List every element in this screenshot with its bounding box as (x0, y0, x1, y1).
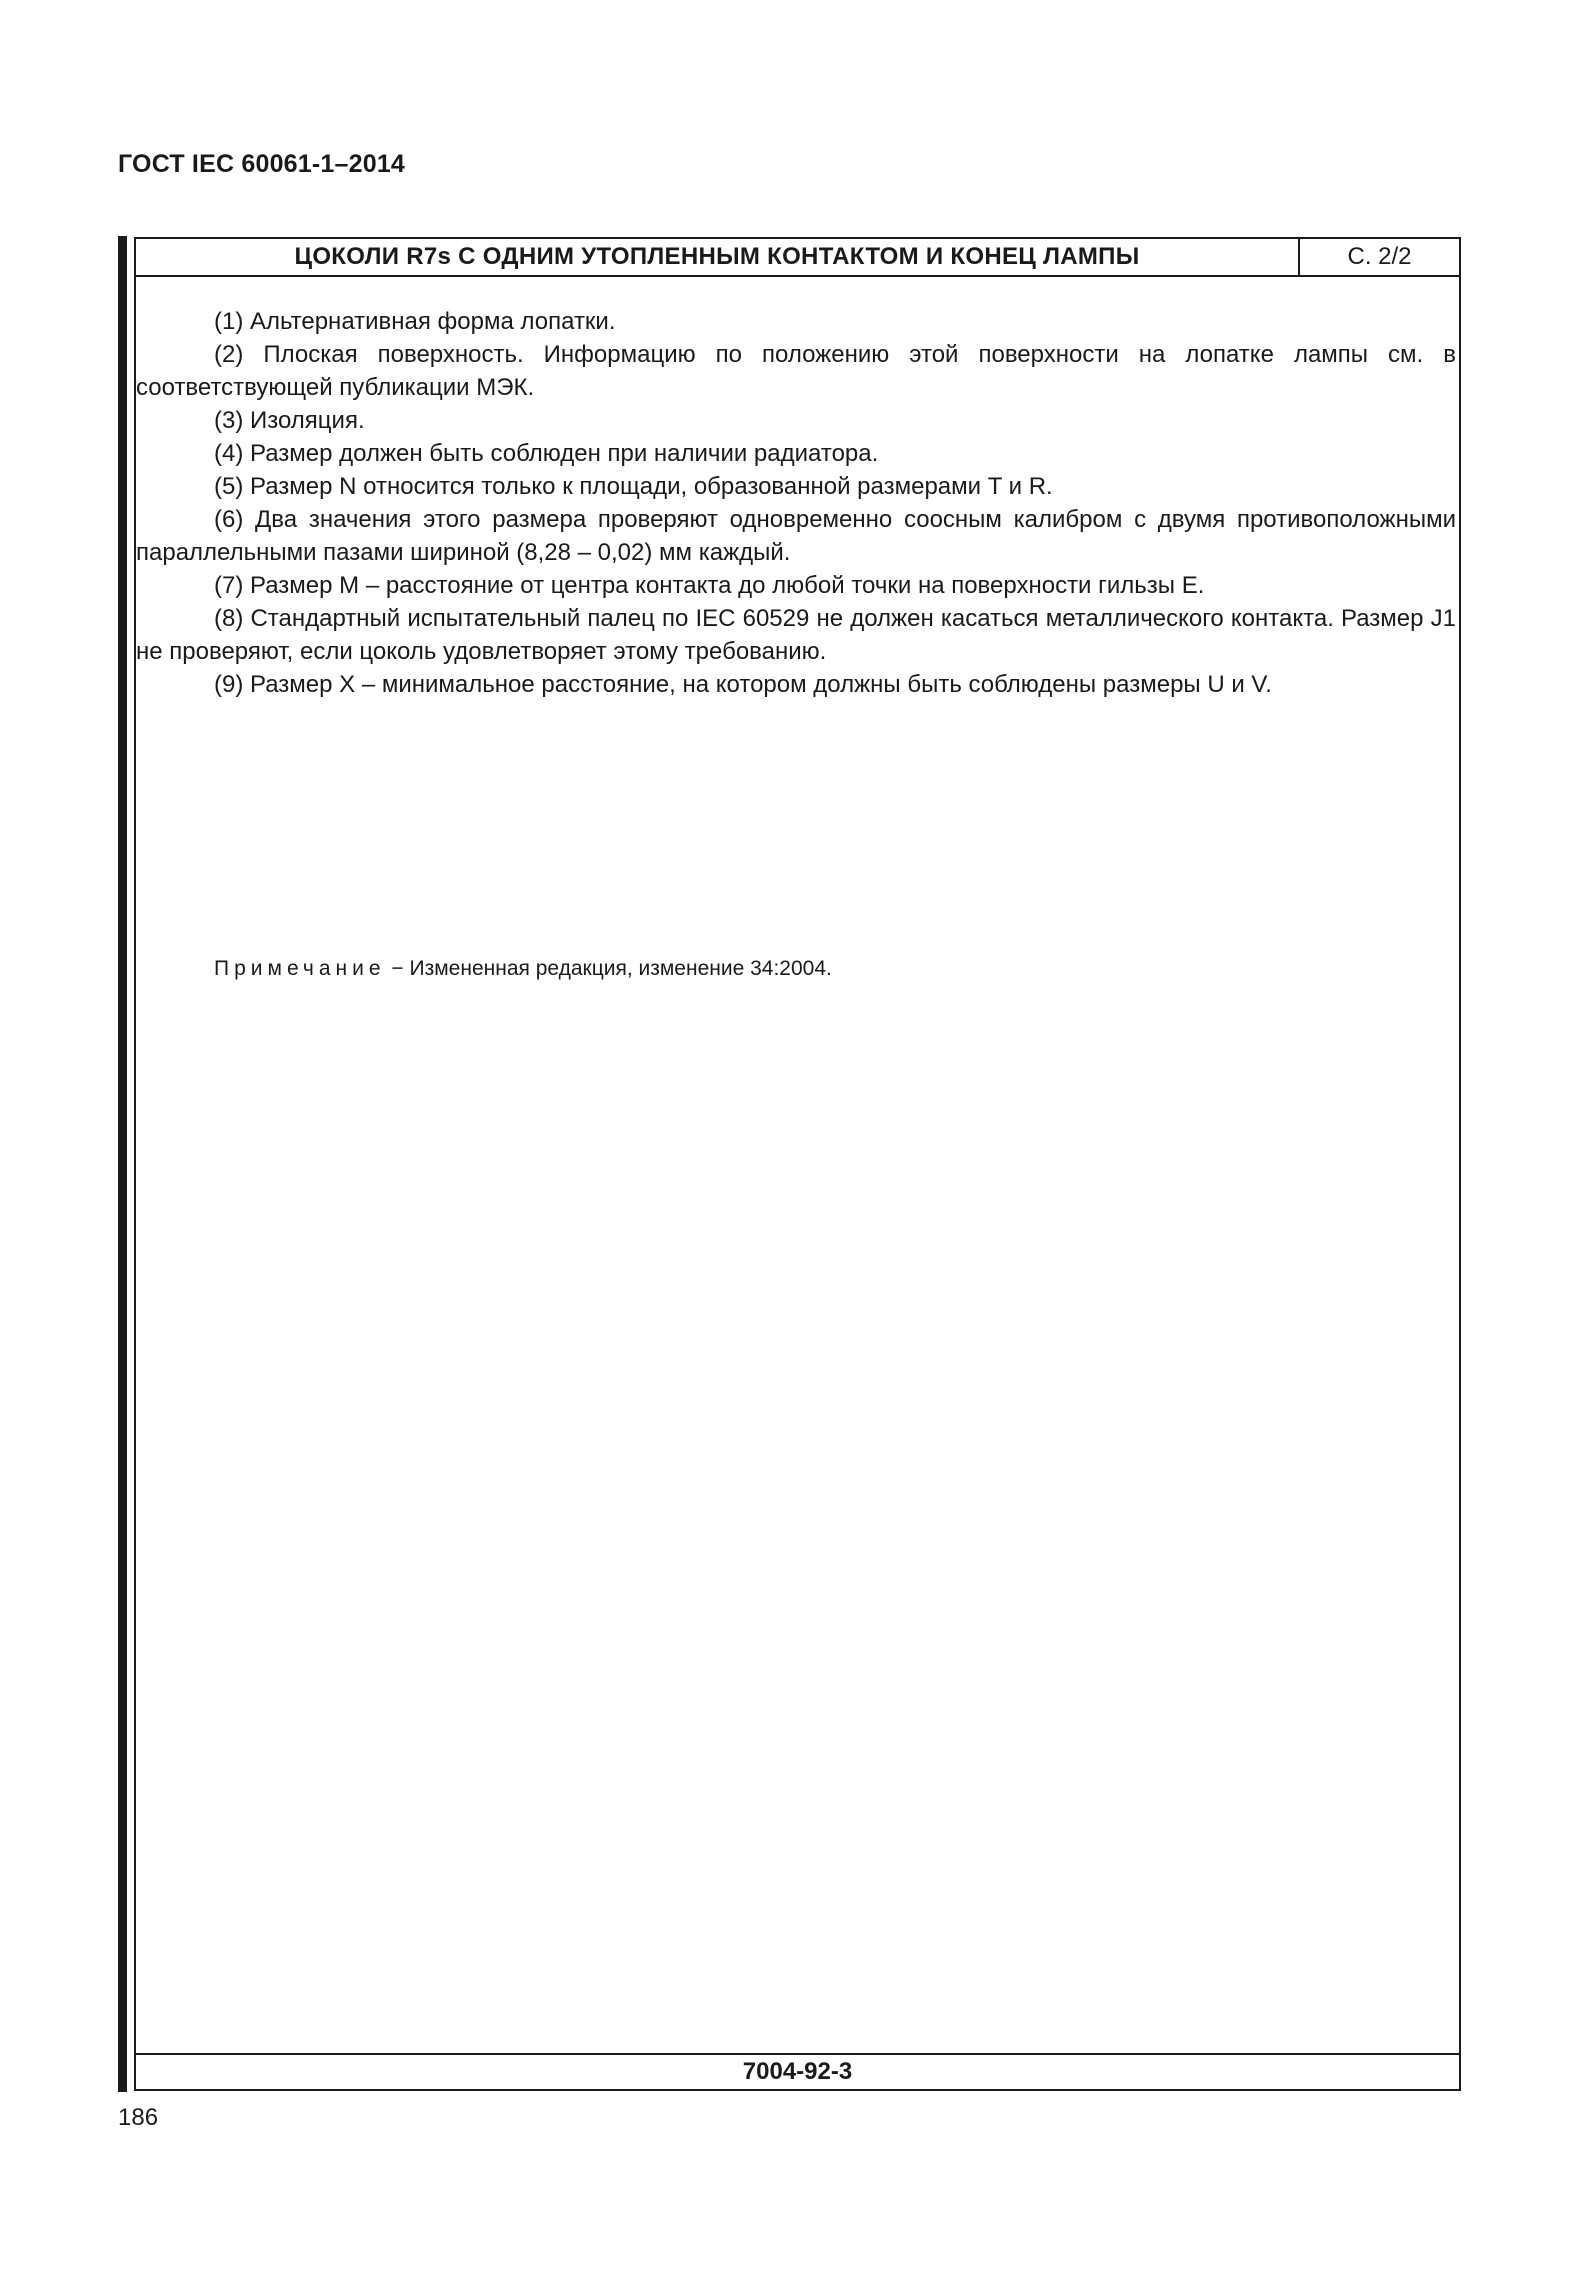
sheet-number: С. 2/2 (1347, 243, 1412, 270)
note-3: (3) Изоляция. (214, 407, 365, 434)
note-8: (8) Стандартный испытательный палец по IEC 60529 не должен касаться металлического контакта. Размер J1 не проверяют, если цоколь удовлетворяет этому требованию. (136, 605, 1456, 665)
document-header: ГОСТ IEC 60061-1–2014 (118, 150, 406, 178)
note-2: (2) Плоская поверхность. Информацию по положению этой поверхности на лопатке лампы см. в соответствующей публикации МЭК. (136, 341, 1456, 401)
note-9: (9) Размер X – минимальное расстояние, на котором должны быть соблюдены размеры U и V. (214, 671, 1272, 698)
sheet-code: 7004-92-3 (136, 2053, 1459, 2089)
sheet-frame (134, 237, 1461, 2091)
remark-text: − Измененная редакция, изменение 34:2004. (391, 957, 832, 980)
remark-label: Примечание (214, 957, 386, 980)
page-number: 186 (118, 2104, 159, 2131)
sheet-title: ЦОКОЛИ R7s С ОДНИМ УТОПЛЕННЫМ КОНТАКТОМ И КОНЕЦ ЛАМПЫ (136, 239, 1300, 275)
note-1: (1) Альтернативная форма лопатки. (214, 308, 616, 335)
title-row (136, 239, 1459, 277)
notes-list (136, 305, 1456, 701)
remark (214, 957, 832, 981)
note-5: (5) Размер N относится только к площади, образованной размерами T и R. (214, 473, 1053, 500)
left-margin-bar (118, 236, 127, 2092)
note-4: (4) Размер должен быть соблюден при наличии радиатора. (214, 440, 879, 467)
note-6: (6) Два значения этого размера проверяют одновременно соосным калибром с двумя противоположными параллельными пазами шириной (8,28 – 0,02) мм каждый. (136, 506, 1456, 566)
note-7: (7) Размер M – расстояние от центра контакта до любой точки на поверхности гильзы E. (214, 572, 1205, 599)
